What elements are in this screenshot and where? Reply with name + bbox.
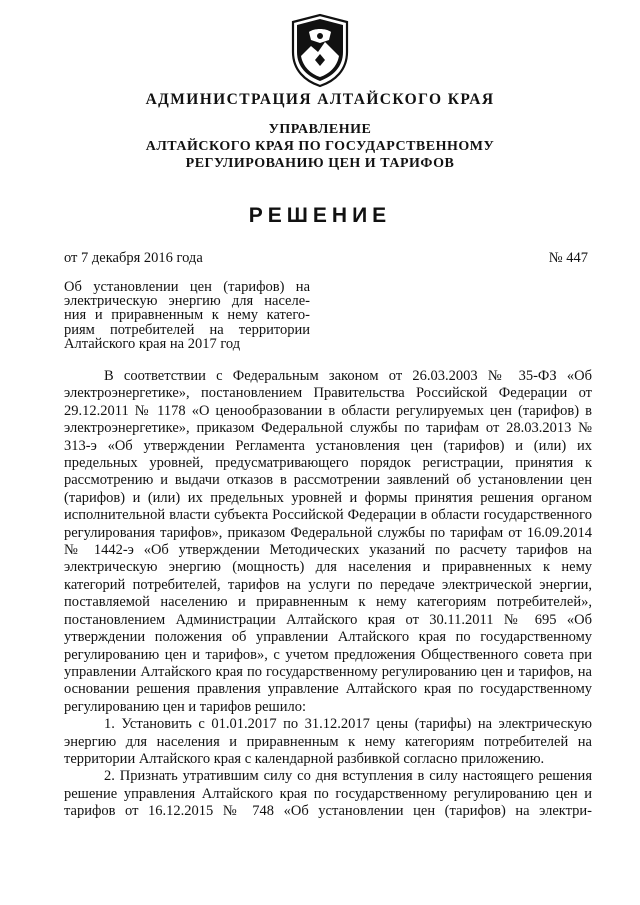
coat-of-arms-icon xyxy=(289,12,351,88)
department-line: РЕГУЛИРОВАНИЮ ЦЕН И ТАРИФОВ xyxy=(185,156,455,171)
document-type-title: РЕШЕНИЕ xyxy=(248,204,392,227)
department-line: УПРАВЛЕНИЕ xyxy=(268,122,372,137)
document-body xyxy=(64,368,592,821)
department-line: АЛТАЙСКОГО КРАЯ ПО ГОСУДАРСТВЕННОМУ xyxy=(145,139,495,154)
subject-line: Алтайского края на 2017 год xyxy=(64,335,241,352)
subject-line: электрическую энергию для населе- xyxy=(64,293,310,310)
document-date: от 7 декабря 2016 года xyxy=(64,250,203,266)
administration-title: АДМИНИСТРАЦИЯ АЛТАЙСКОГО КРАЯ xyxy=(145,91,495,108)
subject-line: риям потребителей на территории xyxy=(64,321,310,338)
body-paragraph-item-1: 1. Установить с 01.01.2017 по 31.12.2017 цены (тарифы) на электрическую энергию для населения и приравненным к нему категориям потребителей на территории Алтайского края с календарной разбивкой согласно приложению. xyxy=(64,716,592,767)
body-paragraph-item-2: 2. Признать утратившим силу со дня вступления в силу настоящего решения решение управления Алтайского края по государственному регулированию цен и тарифов от 16.12.2015 № 748 «Об установлении цен (тарифов) на электри- xyxy=(64,768,592,820)
body-paragraph-preamble: В соответствии с Федеральным законом от 26.03.2003 № 35-ФЗ «Об электроэнергетике», постановлением Правительства Российской Федерации от 29.12.2011 № 1178 «О ценообразовании в области регулируемых цен (тарифов) в электроэнергетике», приказом Федеральной службы по тарифам от 28.03.2013 № 313-э «Об утверждении Регламента установления цен (тарифов) и (или) их предельных уровней, предусматривающего порядок регистрации, принятия к рассмотрению и выдачи отказов в рассмотрении заявлений об установлении цен (тарифов) и (или) их предельных уровней и формы принятия решения органом исполнительной власти субъекта Российской Федерации в области государственного регулирования тарифов», приказом Федеральной службы по тарифам от 16.09.2014 № 1442-э «Об утверждении Методических указаний по расчету тарифов на электрическую энергию (мощность) для населения и приравненных к нему категорий потребителей, тарифов на услуги по передаче электрической энергии, поставляемой населению и приравненным к нему категориям потребителей», постановлением Администрации Алтайского края от 30.11.2011 № 695 «Об утверждении положения об управлении Алтайского края по государственному регулированию цен и тарифов», с учетом предложения Общественного совета при управлении Алтайского края по государственному регулированию цен и тарифов, на основании решения правления управление Алтайского края по государственному регулированию цен и тарифов решило: xyxy=(64,368,592,715)
document-subject xyxy=(64,280,310,351)
subject-line: Об установлении цен (тарифов) на xyxy=(64,279,310,295)
subject-line: ния и приравненным к нему катего- xyxy=(64,307,310,324)
department-title xyxy=(0,121,640,172)
document-number: № 447 xyxy=(548,250,588,266)
